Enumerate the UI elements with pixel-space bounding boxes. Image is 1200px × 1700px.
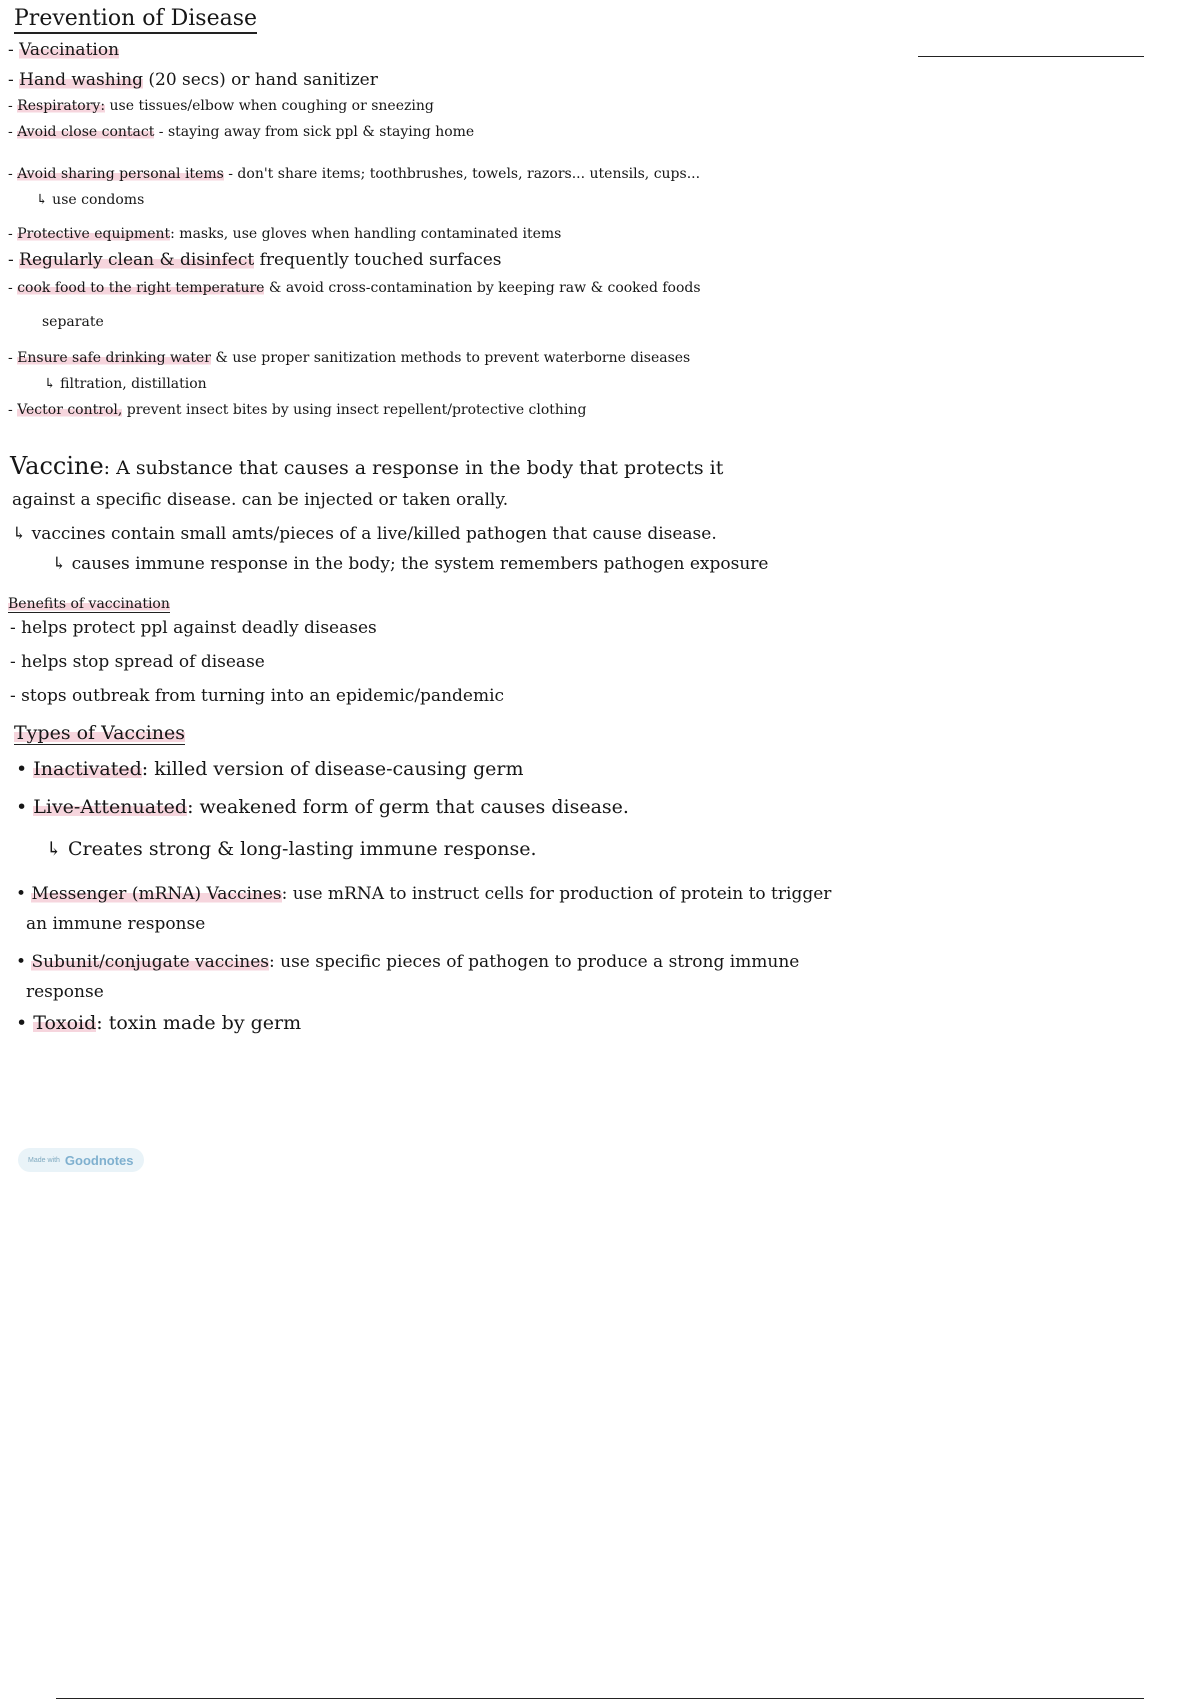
page-title: [14, 6, 257, 31]
list-subitem: ↳ use condoms: [36, 192, 145, 208]
vaccine-definition-cont: against a specific disease. can be injected or taken orally.: [12, 490, 509, 510]
list-item: • Subunit/conjugate vaccines: use specific pieces of pathogen to produce a strong immune: [16, 952, 800, 972]
made-with-goodnotes-badge: Made with Goodnotes: [18, 1148, 144, 1172]
list-item: - helps protect ppl against deadly diseases: [10, 618, 377, 638]
vaccine-definition: Vaccine: A substance that causes a response in the body that protects it: [10, 452, 724, 480]
list-item: - stops outbreak from turning into an epidemic/pandemic: [10, 686, 505, 706]
section-heading-benefits: Benefits of vaccination: [8, 596, 170, 612]
list-item: - Protective equipment: masks, use gloves when handling contaminated items: [8, 226, 562, 242]
list-item: • Messenger (mRNA) Vaccines: use mRNA to instruct cells for production of protein to trigger: [16, 884, 832, 904]
vaccine-note: ↳ causes immune response in the body; the system remembers pathogen exposure: [52, 554, 769, 574]
list-subitem: separate: [42, 314, 104, 330]
list-subitem: ↳ Creates strong & long-lasting immune response.: [46, 838, 537, 860]
vaccine-note: ↳ vaccines contain small amts/pieces of a live/killed pathogen that cause disease.: [12, 524, 717, 544]
list-item: - Hand washing (20 secs) or hand sanitizer: [8, 70, 378, 90]
section-heading-types: Types of Vaccines: [14, 722, 186, 744]
list-item: - Vaccination: [8, 40, 120, 60]
vaccine-term: Vaccine: [10, 452, 104, 480]
list-item: - helps stop spread of disease: [10, 652, 265, 672]
list-item: - Respiratory: use tissues/elbow when coughing or sneezing: [8, 98, 434, 114]
header-rule: [918, 56, 1144, 57]
list-item: - Vector control, prevent insect bites by using insect repellent/protective clothing: [8, 402, 587, 418]
footer-rule: [56, 1698, 1144, 1699]
list-item: • Live-Attenuated: weakened form of germ that causes disease.: [16, 796, 629, 818]
list-item: - cook food to the right temperature & avoid cross-contamination by keeping raw & cooked foods: [8, 280, 701, 296]
list-item-cont: an immune response: [26, 914, 206, 934]
list-item: - Avoid close contact - staying away from sick ppl & staying home: [8, 124, 475, 140]
list-item: - Ensure safe drinking water & use proper sanitization methods to prevent waterborne diseases: [8, 350, 691, 366]
list-item-cont: response: [26, 982, 104, 1002]
list-item: • Inactivated: killed version of disease-causing germ: [16, 758, 524, 780]
list-item: - Regularly clean & disinfect frequently touched surfaces: [8, 250, 502, 270]
list-item: • Toxoid: toxin made by germ: [16, 1012, 302, 1034]
page-title-text: Prevention of Disease: [14, 6, 257, 34]
list-item: - Avoid sharing personal items - don't share items; toothbrushes, towels, razors... utensils, cups...: [8, 166, 701, 182]
list-subitem: ↳ filtration, distillation: [44, 376, 207, 392]
